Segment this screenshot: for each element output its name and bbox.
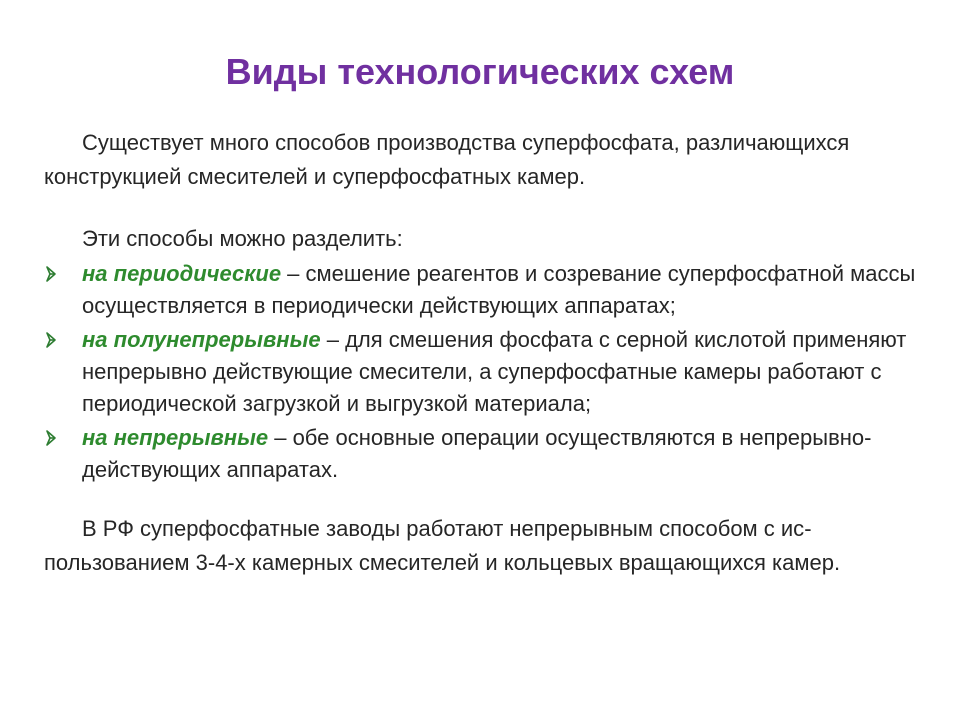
- checkmark-arrow-icon: [44, 422, 74, 454]
- list-item: [44, 422, 924, 486]
- bullet-term: на непрерывные: [82, 425, 269, 450]
- bullet-term: на полунепрерывные: [82, 327, 321, 352]
- bullet-text: – для смешения фосфата с серной кислотой применяют непрерывно действующие смесители, а суперфосфатные камеры работают с периодической загрузкой и выгрузкой материала;: [82, 327, 907, 416]
- paragraph-closing: В РФ суперфосфатные заводы работают непрерывным способом с использованием 3-4-х камерных смесителей и кольцевых вращающихся камер.: [44, 516, 841, 575]
- slide-body: [44, 126, 924, 580]
- bullet-term: на периодические: [82, 261, 282, 286]
- slide-title: Виды технологических схем: [225, 51, 735, 92]
- bullet-text: – обе основные операции осуществляются в непрерывно-действующих аппаратах.: [82, 425, 872, 482]
- paragraph-intro: Эти способы можно разделить:: [82, 226, 403, 251]
- bullet-list: [44, 258, 924, 486]
- checkmark-arrow-icon: [44, 258, 74, 290]
- bullet-text: – смешение реагентов и созревание суперфосфатной массы осуществляется в периодически действующих аппаратах;: [82, 261, 916, 318]
- paragraph-overview: Существует много способов производства суперфосфата, различающихся конструкцией смесителей и суперфосфатных камер.: [44, 130, 850, 189]
- checkmark-arrow-icon: [44, 324, 74, 356]
- list-item: [44, 324, 924, 420]
- list-item: [44, 258, 924, 322]
